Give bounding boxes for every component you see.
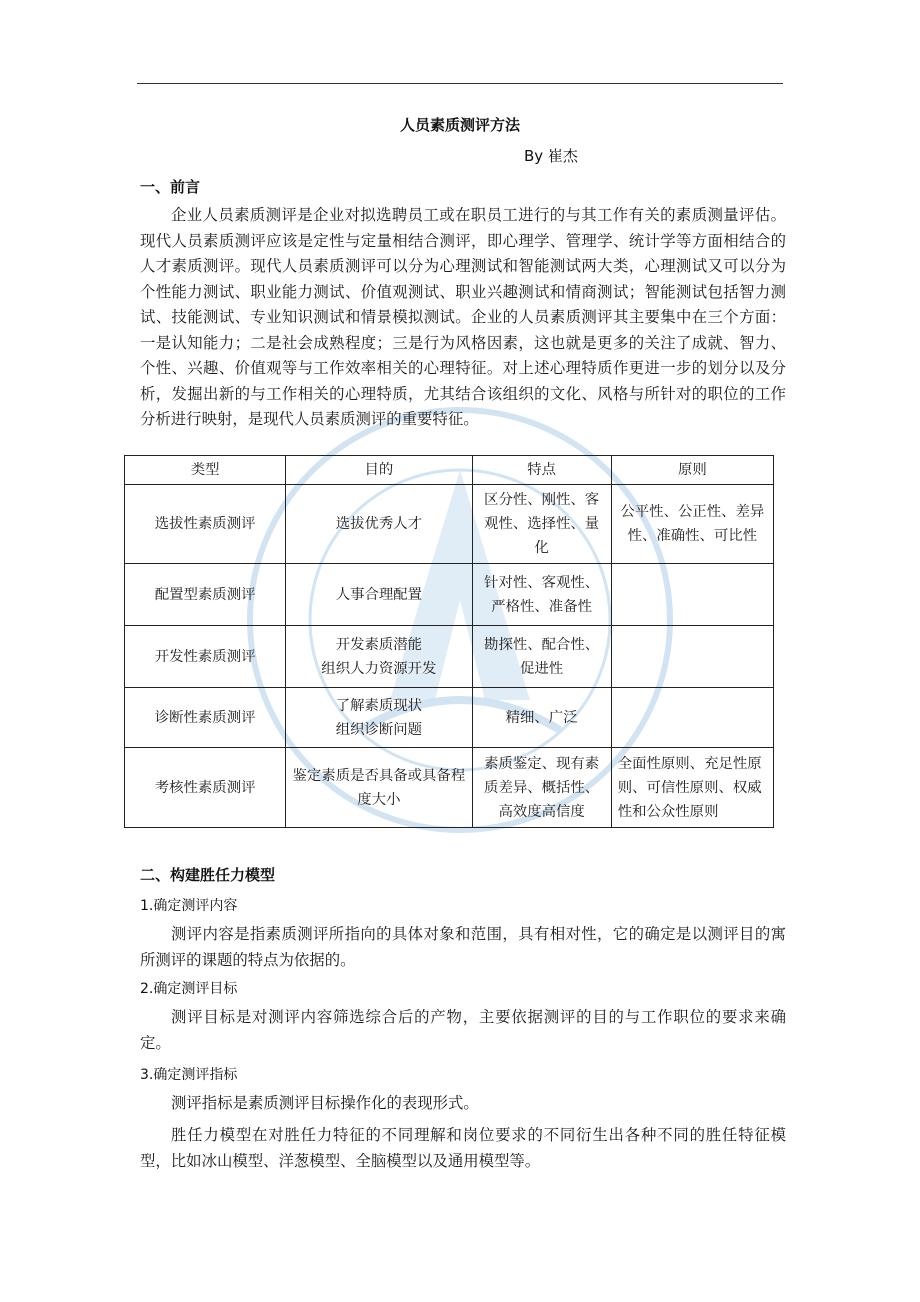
table-header-cell: 目的 xyxy=(286,456,472,485)
purpose-cell xyxy=(286,626,472,688)
table-row xyxy=(125,748,774,828)
features-cell: 素质鉴定、现有素质差异、概括性、高效度高信度 xyxy=(472,748,611,828)
subsection-label: 3.确定测评指标 xyxy=(140,1067,238,1083)
subsection-label: 1.确定测评内容 xyxy=(140,898,238,914)
features-cell: 针对性、客观性、严格性、准备性 xyxy=(472,564,611,626)
principles-cell: 全面性原则、充足性原则、可信性原则、权威性和公众性原则 xyxy=(611,748,773,828)
type-cell: 考核性素质测评 xyxy=(125,748,286,828)
purpose-line: 选拔优秀人才 xyxy=(335,516,423,532)
purpose-cell xyxy=(286,748,472,828)
closing-paragraph: 胜任力模型在对胜任力特征的不同理解和岗位要求的不同衍生出各种不同的胜任特征模型，比如冰山模型、洋葱模型、全脑模型以及通用模型等。 xyxy=(140,1126,786,1170)
subsection-label: 2.确定测评目标 xyxy=(140,981,238,997)
principles-cell xyxy=(611,564,773,626)
type-cell: 诊断性素质测评 xyxy=(125,688,286,748)
purpose-cell xyxy=(286,564,472,626)
type-cell: 配置型素质测评 xyxy=(125,564,286,626)
table-header-cell: 原则 xyxy=(611,456,773,485)
header-rule xyxy=(137,83,783,84)
principles-cell xyxy=(611,626,773,688)
purpose-line: 鉴定素质是否具备或具备程度大小 xyxy=(292,767,466,808)
document-title: 人员素质测评方法 xyxy=(399,116,520,134)
type-cell: 选拔性素质测评 xyxy=(125,485,286,564)
assessment-types-table xyxy=(124,455,774,828)
section-heading-competency-model: 二、构建胜任力模型 xyxy=(140,866,276,884)
purpose-line: 组织诊断问题 xyxy=(335,721,423,738)
purpose-cell xyxy=(286,688,472,748)
subsection-paragraph: 测评目标是对测评内容筛选综合后的产物，主要依据测评的目的与工作职位的要求来确定。 xyxy=(140,1008,786,1052)
purpose-line: 开发素质潜能 xyxy=(335,636,423,653)
purpose-cell xyxy=(286,485,472,564)
section-heading-preface: 一、前言 xyxy=(140,178,201,196)
purpose-line: 人事合理配置 xyxy=(335,586,423,603)
type-cell: 开发性素质测评 xyxy=(125,626,286,688)
purpose-line: 组织人力资源开发 xyxy=(321,660,437,677)
principles-cell: 公平性、公正性、差异性、准确性、可比性 xyxy=(611,485,773,564)
table-row xyxy=(125,564,774,626)
preface-paragraph: 企业人员素质测评是企业对拟选聘员工或在职员工进行的与其工作有关的素质测量评估。现代人员素质测评应该是定性与定量相结合测评，即心理学、管理学、统计学等方面相结合的人才素质测评。现代人员素质测评可以分为心理测试和智能测试两大类，心理测试又可以分为个性能力测试、职业能力测试、价值观测试、职业兴趣测试和情商测试；智能测试包括智力测试、技能测试、专业知识测试和情景模拟测试。企业的人员素质测评其主要集中在三个方面：一是认知能力；二是社会成熟程度；三是行为风格因素，这也就是更多的关注了成就、智力、个性、兴趣、价值观等与工作效率相关的心理特征。对上述心理特质作更进一步的划分以及分析，发掘出新的与工作相关的心理特质，尤其结合该组织的文化、风格与所针对的职位的工作分析进行映射，是现代人员素质测评的重要特征。 xyxy=(140,206,786,428)
table-header-cell: 特点 xyxy=(472,456,611,485)
author-byline: By 崔杰 xyxy=(524,147,578,165)
subsection-paragraph: 测评指标是素质测评目标操作化的表现形式。 xyxy=(171,1094,479,1112)
subsection-paragraph: 测评内容是指素质测评所指向的具体对象和范围，具有相对性，它的确定是以测评目的寓所测评的课题的特点为依据的。 xyxy=(140,925,786,969)
features-cell: 区分性、刚性、客观性、选择性、量化 xyxy=(472,485,611,564)
features-cell: 勘探性、配合性、促进性 xyxy=(472,626,611,688)
table-header-cell: 类型 xyxy=(125,456,286,485)
table-row xyxy=(125,485,774,564)
principles-cell xyxy=(611,688,773,748)
features-cell: 精细、广泛 xyxy=(472,688,611,748)
table-row xyxy=(125,688,774,748)
purpose-line: 了解素质现状 xyxy=(335,697,423,714)
table-header-row xyxy=(125,456,774,485)
table-row xyxy=(125,626,774,688)
